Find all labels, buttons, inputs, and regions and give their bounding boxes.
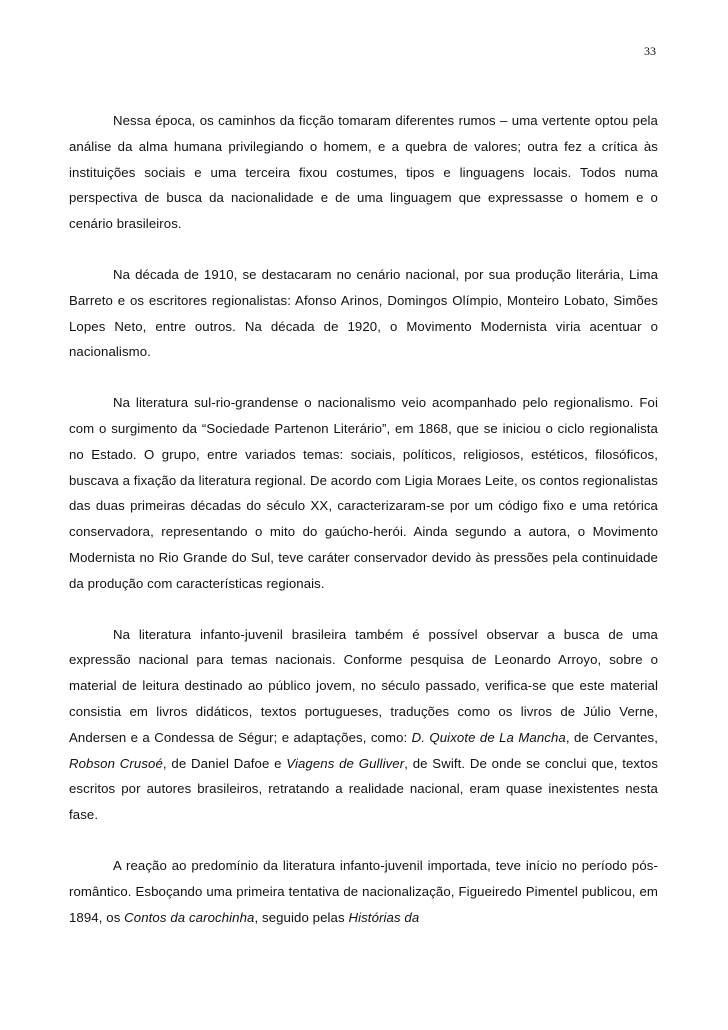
paragraph-text: , de Daniel Dafoe e [162, 755, 287, 771]
page-number: 33 [644, 44, 656, 58]
paragraph-text: , de Cervantes, [565, 729, 658, 745]
paragraph-text: , seguido pelas [254, 909, 349, 925]
paragraph-text: Na década de 1910, se destacaram no cenário nacional, por sua produção literária, Lima Barreto e os escritores regionalistas: Afonso Arinos, Domingos Olímpio, Monteiro Lobato, Simões Lopes Neto, entre outros. Na década de 1920, o Movimento Modernista viria acentuar o nacionalismo. [69, 266, 658, 360]
italic-title-text: Robson Crusoé [69, 755, 163, 771]
paragraph-text: Na literatura sul-rio-grandense o nacionalismo veio acompanhado pelo regionalismo. Foi com o surgimento da “Sociedade Partenon Literário”, em 1868, que se iniciou o ciclo regionalista no Estado. O grupo, entre variados temas: sociais, políticos, religiosos, estéticos, filosóficos, buscava a fixação da literatura regional. De acordo com Ligia Moraes Leite, os contos regionalistas das duas primeiras décadas do século XX, caracterizaram-se por um código fixo e uma retórica conservadora, representando o mito do gaúcho-herói. Ainda segundo a autora, o Movimento Modernista no Rio Grande do Sul, teve caráter conservador devido às pressões pela continuidade da produção com características regionais. [69, 395, 659, 591]
italic-title-text: Histórias da [348, 909, 420, 925]
paragraph [69, 390, 658, 596]
paragraph-text: Nessa época, os caminhos da ficção tomaram diferentes rumos – uma vertente optou pela análise da alma humana privilegiando o homem, e a quebra de valores; outra fez a crítica às instituições sociais e uma terceira fixou costumes, tipos e linguagens locais. Todos numa perspectiva de busca da nacionalidade e de uma linguagem que expressasse o homem e o cenário brasileiros. [69, 113, 658, 232]
paragraph [69, 108, 658, 237]
paragraph [69, 622, 658, 828]
paragraph-text: , de Swift. De onde se conclui que, textos escritos por autores brasileiros, retratando a realidade nacional, eram quase inexistentes nesta fase. [69, 755, 659, 823]
document-body [69, 108, 658, 930]
italic-title-text: D. Quixote de La Mancha [411, 729, 566, 745]
paragraph [69, 262, 658, 365]
paragraph-text: A reação ao predomínio da literatura infanto-juvenil importada, teve início no período pós-romântico. Esboçando uma primeira tentativa de nacionalização, Figueiredo Pimentel publicou, em 1894, os [69, 857, 658, 925]
paragraph-text: Na literatura infanto-juvenil brasileira também é possível observar a busca de uma expressão nacional para temas nacionais. Conforme pesquisa de Leonardo Arroyo, sobre o material de leitura destinado ao público jovem, no século passado, verifica-se que este material consistia em livros didáticos, textos portugueses, traduções como os livros de Júlio Verne, Andersen e a Condessa de Ségur; e adaptações, como: [69, 626, 658, 745]
italic-title-text: Viagens de Gulliver [286, 755, 405, 771]
paragraph [69, 853, 658, 930]
italic-title-text: Contos da carochinha [124, 909, 255, 925]
